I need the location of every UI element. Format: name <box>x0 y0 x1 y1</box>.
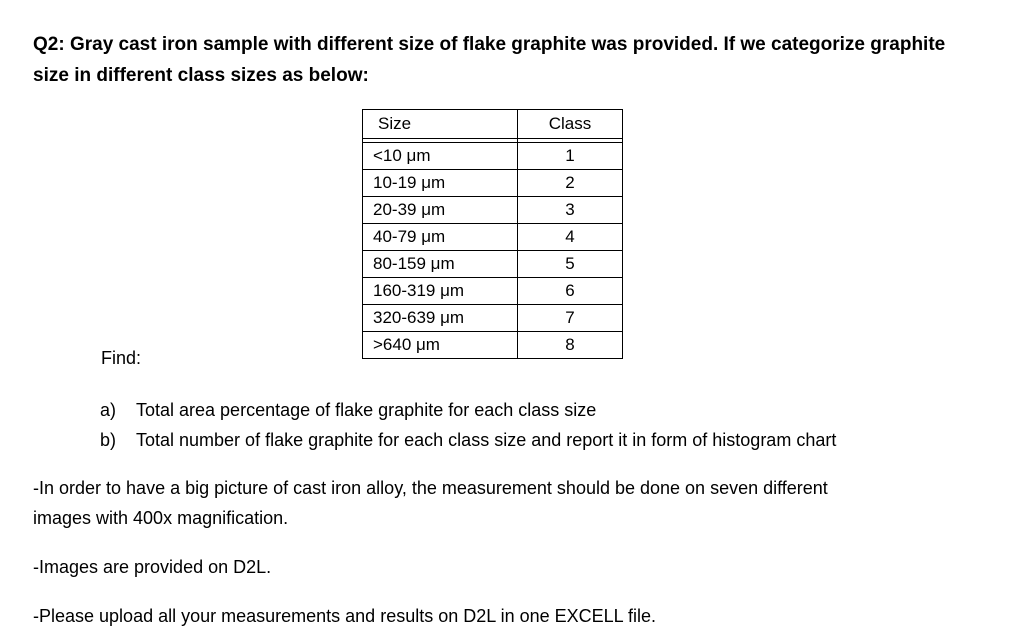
size-cell: 10-19 μm <box>363 170 518 197</box>
size-column-header: Size <box>363 110 518 139</box>
list-item <box>100 395 836 425</box>
size-cell: >640 μm <box>363 332 518 359</box>
class-cell: 4 <box>518 224 623 251</box>
class-size-table <box>362 109 623 359</box>
find-list <box>100 395 836 455</box>
class-cell: 8 <box>518 332 623 359</box>
table-row <box>363 170 623 197</box>
upload-note: -Please upload all your measurements and results on D2L in one EXCELL file. <box>33 606 657 626</box>
list-item <box>100 425 836 455</box>
size-cell: 20-39 μm <box>363 197 518 224</box>
table-row <box>363 278 623 305</box>
size-cell: 160-319 μm <box>363 278 518 305</box>
measurement-note-line-2: images with 400x magnification. <box>33 508 289 528</box>
size-cell: <10 μm <box>363 143 518 170</box>
class-cell: 3 <box>518 197 623 224</box>
question-heading-line-1: Q2: Gray cast iron sample with different size of flake graphite was provided. If we categorize graphite <box>33 34 946 55</box>
images-note: -Images are provided on D2L. <box>33 557 272 577</box>
table-row <box>363 251 623 278</box>
find-label: Find: <box>101 348 142 368</box>
class-cell: 5 <box>518 251 623 278</box>
class-cell: 1 <box>518 143 623 170</box>
measurement-note-line-1: -In order to have a big picture of cast iron alloy, the measurement should be done on seven different <box>33 478 828 498</box>
table-header-row <box>363 110 623 139</box>
measurement-note <box>33 473 993 533</box>
table-row <box>363 305 623 332</box>
list-item-text: Total number of flake graphite for each class size and report it in form of histogram chart <box>136 430 837 450</box>
class-cell: 2 <box>518 170 623 197</box>
table-row <box>363 197 623 224</box>
question-heading-line-2: size in different class sizes as below: <box>33 65 369 86</box>
size-cell: 80-159 μm <box>363 251 518 278</box>
size-cell: 320-639 μm <box>363 305 518 332</box>
table-row <box>363 143 623 170</box>
class-cell: 7 <box>518 305 623 332</box>
class-column-header: Class <box>518 110 623 139</box>
list-marker: a) <box>100 400 117 420</box>
class-cell: 6 <box>518 278 623 305</box>
list-marker: b) <box>100 430 117 450</box>
table-row <box>363 332 623 359</box>
list-item-text: Total area percentage of flake graphite for each class size <box>136 400 597 420</box>
size-cell: 40-79 μm <box>363 224 518 251</box>
question-heading <box>33 29 993 91</box>
table-row <box>363 224 623 251</box>
